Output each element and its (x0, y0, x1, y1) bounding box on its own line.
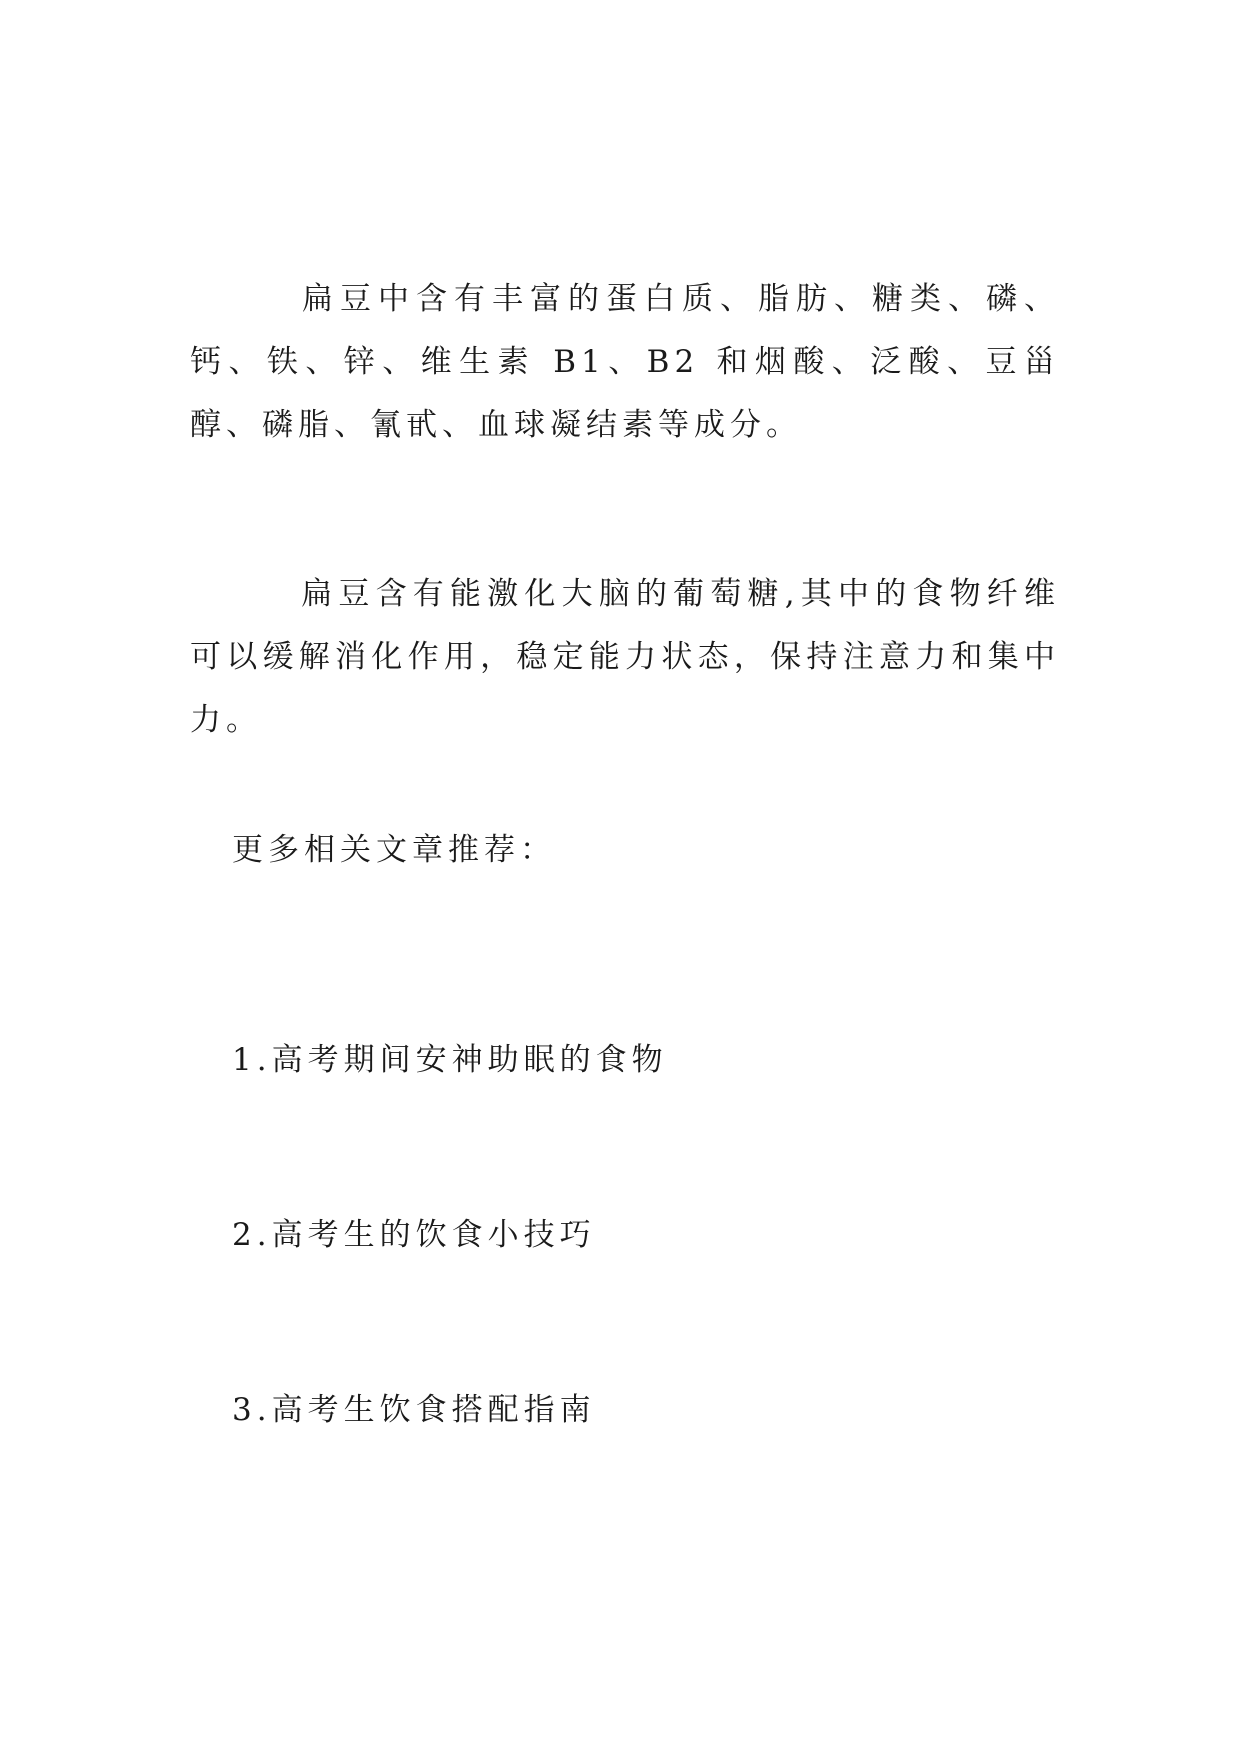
paragraph-text: 扁豆中含有丰富的蛋白质、脂肪、糖类、磷、钙、铁、锌、维生素 B1、B2 和烟酸、泛酸、豆甾醇、磷脂、氰甙、血球凝结素等成分。 (190, 281, 1060, 443)
related-article-link[interactable]: 2.高考生的饮食小技巧 (232, 1217, 596, 1253)
related-article-link[interactable]: 1.高考期间安神助眠的食物 (232, 1042, 668, 1078)
body-paragraph (190, 563, 1060, 752)
related-articles-heading: 更多相关文章推荐： (232, 832, 556, 868)
paragraph-text: 扁豆含有能激化大脑的葡萄糖,其中的食物纤维可以缓解消化作用，稳定能力状态，保持注意力和集中力。 (190, 576, 1060, 738)
body-paragraph (190, 268, 1060, 457)
related-article-link[interactable]: 3.高考生饮食搭配指南 (232, 1392, 596, 1428)
